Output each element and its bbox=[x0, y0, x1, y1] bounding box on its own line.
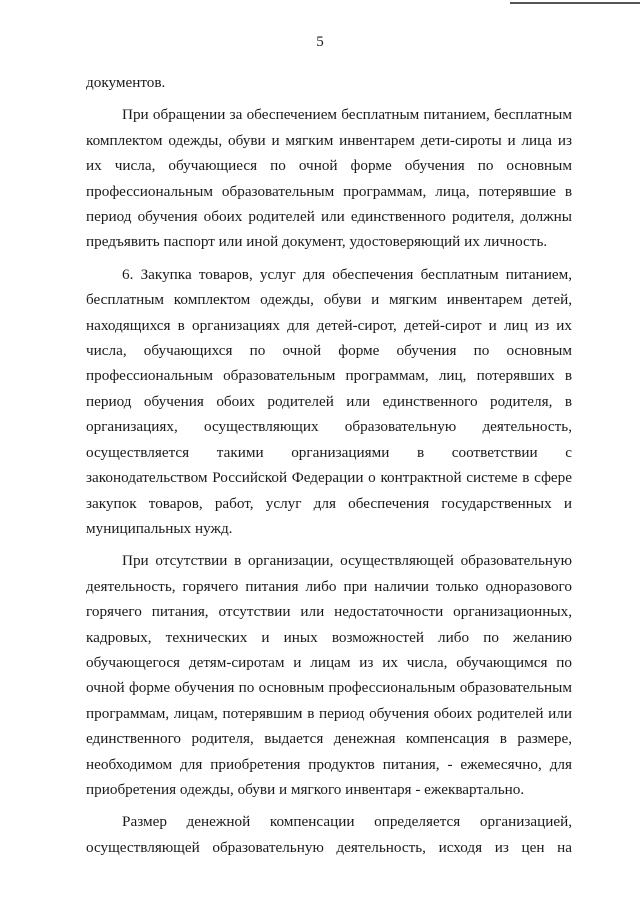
paragraph-identity-documents: При обращении за обеспечением бесплатным питанием, бесплатным комплектом одежды, обуви и мягким инвентарем дети-сироты и лица из их числа, обучающиеся по очной форме обучения по основным профессиональным образовательным программам, лица, потерявшие в период обучения обоих родителей или единственного родителя, должны предъявить паспорт или иной документ, удостоверяющий их личность. bbox=[86, 106, 572, 251]
paragraph-compensation: При отсутствии в организации, осуществляющей образовательную деятельность, горячего питания либо при наличии только одноразового горячего питания, отсутствии или недостаточности организационных, кадровых, технических и иных возможностей либо по желанию обучающегося детям-сиротам и лицам из их числа, обучающимся по очной форме обучения по основным профессиональным образовательным программам, лицам, потерявшим в период обучения обоих родителей или единственного родителя, выдается денежная компенсация в размере, необходимом для приобретения продуктов питания, - ежемесячно, для приобретения одежды, обуви и мягкого инвентаря - ежеквартально. bbox=[86, 552, 572, 798]
document-body bbox=[86, 70, 572, 860]
paragraph-continuation: документов. bbox=[86, 74, 166, 91]
top-rule bbox=[510, 2, 640, 4]
page-number: 5 bbox=[316, 34, 324, 50]
paragraph-compensation-amount: Размер денежной компенсации определяется организацией, осуществляющей образовательную деятельность, исходя из цен на bbox=[86, 813, 572, 856]
paragraph-procurement: 6. Закупка товаров, услуг для обеспечения бесплатным питанием, бесплатным комплектом одежды, обуви и мягким инвентарем детей, находящихся в организациях для детей-сирот, детей-сирот и лиц из их числа, обучающихся по очной форме обучения по основным профессиональным образовательным программам, лиц, потерявших в период обучения обоих родителей или единственного родителя, в организациях, осуществляющих образовательную деятельность, осуществляется такими организациями в соответствии с законодательством Российской Федерации о контрактной системе в сфере закупок товаров, работ, услуг для обеспечения государственных и муниципальных нужд. bbox=[86, 265, 572, 537]
